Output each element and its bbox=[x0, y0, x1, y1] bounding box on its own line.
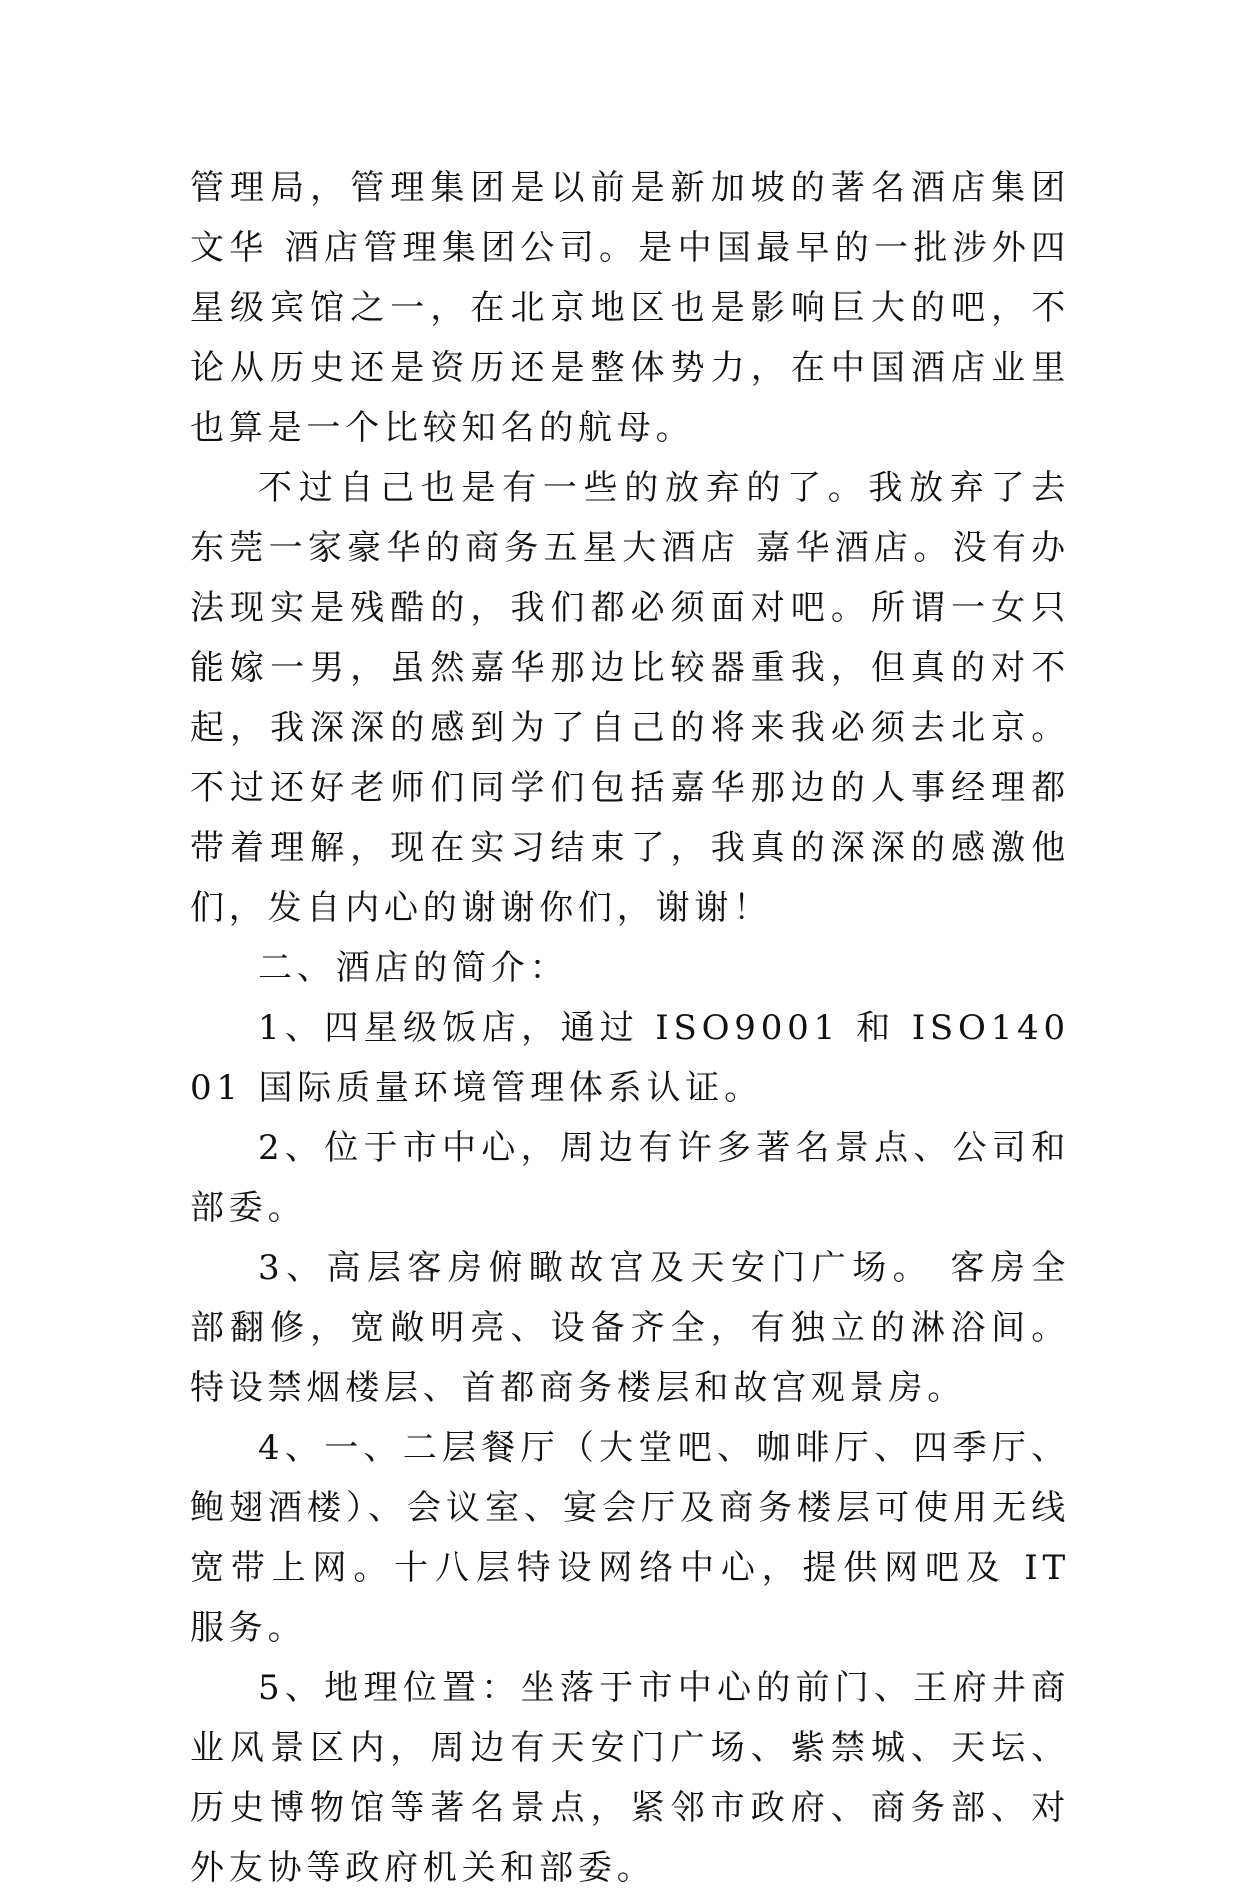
paragraph-hotel-group: 管理局，管理集团是以前是新加坡的著名酒店集团 文华 酒店管理集团公司。是中国最早的一批涉外四星级宾馆之一，在北京地区也是影响巨大的吧，不论从历史还是资历还是整体势力，在中国酒店业里也算是一个比较知名的航母。 bbox=[190, 168, 1070, 448]
list-item-4: 4、一、二层餐厅（大堂吧、咖啡厅、四季厅、鲍翅酒楼）、会议室、宴会厅及商务楼层可使用无线宽带上网。十八层特设网络中心，提供网吧及 IT 服务。 bbox=[190, 1428, 1070, 1648]
list-item-5: 5、地理位置：坐落于市中心的前门、王府井商业风景区内，周边有天安门广场、紫禁城、天坛、历史博物馆等著名景点，紧邻市政府、商务部、对外友协等政府机关和部委。 bbox=[190, 1668, 1070, 1888]
section-heading-hotel-intro: 二、酒店的简介： bbox=[258, 948, 569, 988]
paragraph-choice: 不过自己也是有一些的放弃的了。我放弃了去东莞一家豪华的商务五星大酒店 嘉华酒店。没有办法现实是残酷的，我们都必须面对吧。所谓一女只能嫁一男，虽然嘉华那边比较器重我，但真的对不起，我深深的感到为了自己的将来我必须去北京。不过还好老师们同学们包括嘉华那边的人事经理都带着理解，现在实习结束了，我真的深深的感激他们，发自内心的谢谢你们，谢谢！ bbox=[190, 468, 1070, 928]
list-item-3: 3、高层客房俯瞰故宫及天安门广场。 客房全部翻修，宽敞明亮、设备齐全，有独立的淋浴间。 特设禁烟楼层、首都商务楼层和故宫观景房。 bbox=[190, 1248, 1070, 1408]
list-item-2: 2、位于市中心，周边有许多著名景点、公司和部委。 bbox=[190, 1128, 1070, 1228]
body-text bbox=[190, 158, 1070, 1898]
list-item-1: 1、四星级饭店，通过 ISO9001 和 ISO14001 国际质量环境管理体系认证。 bbox=[190, 1008, 1070, 1108]
